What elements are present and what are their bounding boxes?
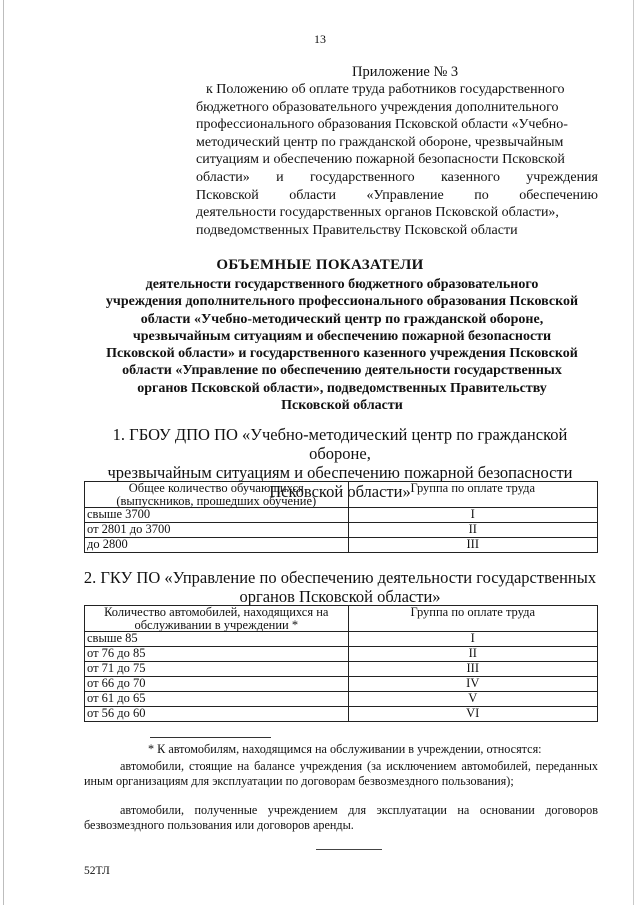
appendix-line: Псковской области «Управление по обеспечению: [196, 187, 598, 203]
section1-title-line: чрезвычайным ситуациям и обеспечению пожарной безопасности: [107, 463, 573, 482]
subtitle-line: деятельности государственного бюджетного образовательного: [145, 277, 539, 292]
group-cell: II: [348, 647, 597, 662]
appendix-text: [196, 81, 598, 239]
count-cell: свыше 3700: [85, 508, 349, 523]
section2-title: [80, 568, 600, 606]
group-cell: IV: [348, 677, 597, 692]
count-cell: до 2800: [85, 538, 349, 553]
table-row: [85, 647, 598, 662]
subtitle-line: области «Управление по обеспечению деятельности государственных: [122, 363, 562, 379]
table-row: [85, 677, 598, 692]
appendix-line: области» и государственного казенного учреждения: [196, 169, 598, 185]
column-header-count: Количество автомобилей, находящихся на обслуживании в учреждении *: [85, 606, 349, 632]
subtitle-line: чрезвычайным ситуациям и обеспечению пожарной безопасности: [132, 328, 552, 344]
count-cell: от 71 до 75: [85, 662, 349, 677]
subtitle-line: Псковской области» и государственного казенного учреждения Псковской: [106, 346, 578, 362]
column-header-group: Группа по оплате труда: [348, 482, 597, 508]
group-cell: VI: [348, 707, 597, 722]
appendix-line: подведомственных Правительству Псковской области: [196, 222, 518, 238]
section2-table: [84, 605, 598, 722]
group-cell: I: [348, 632, 597, 647]
appendix-line: деятельности государственных органов Псковской области»,: [196, 205, 559, 221]
count-cell: от 2801 до 3700: [85, 523, 349, 538]
scan-edge-left: [3, 0, 4, 905]
column-header-group: Группа по оплате труда: [348, 606, 597, 632]
section1-table: [84, 481, 598, 553]
table-row: [85, 662, 598, 677]
appendix-line: бюджетного образовательного учреждения дополнительного: [196, 99, 559, 115]
group-cell: I: [348, 508, 597, 523]
count-cell: свыше 85: [85, 632, 349, 647]
count-cell: от 61 до 65: [85, 692, 349, 707]
count-cell: от 56 до 60: [85, 707, 349, 722]
column-header-count: Общее количество обучающихся (выпускников, прошедших обучение): [85, 482, 349, 508]
document-code: 52ТЛ: [84, 865, 110, 877]
end-divider: [316, 849, 382, 850]
subtitle-line: области «Учебно-методический центр по гражданской обороне,: [140, 311, 544, 327]
table-header-row: [85, 482, 598, 508]
footnote-intro: * К автомобилям, находящимся на обслуживании в учреждении, относятся:: [148, 742, 542, 756]
section1-title-line: 1. ГБОУ ДПО ПО «Учебно-методический центр по гражданской обороне,: [112, 425, 568, 463]
group-cell: III: [348, 538, 597, 553]
group-cell: III: [348, 662, 597, 677]
table-row: [85, 523, 598, 538]
subtitle-line: учреждения дополнительного профессионального образования Псковской: [105, 294, 579, 310]
subtitle-line: органов Псковской области», подведомственных Правительству: [137, 380, 547, 396]
section2-title-line: 2. ГКУ ПО «Управление по обеспечению деятельности государственных: [83, 568, 597, 587]
count-cell: от 66 до 70: [85, 677, 349, 692]
count-cell: от 76 до 85: [85, 647, 349, 662]
page-number: 13: [314, 32, 326, 46]
appendix-line: к Положению об оплате труда работников государственного: [206, 82, 565, 97]
table-row: [85, 632, 598, 647]
section2-title-line: органов Псковской области»: [239, 587, 441, 606]
appendix-heading: Приложение № 3: [352, 64, 459, 80]
table-header-row: [85, 606, 598, 632]
appendix-line: методический центр по гражданской обороне, чрезвычайным: [196, 134, 564, 150]
table-row: [85, 707, 598, 722]
appendix-line: профессионального образования Псковской области «Учебно-: [196, 117, 568, 133]
group-cell: V: [348, 692, 597, 707]
document-title: ОБЪЕМНЫЕ ПОКАЗАТЕЛИ: [216, 257, 424, 273]
table-row: [85, 692, 598, 707]
appendix-line: ситуациям и обеспечению пожарной безопасности Псковской: [196, 152, 565, 168]
table-row: [85, 538, 598, 553]
footnote-item: автомобили, стоящие на балансе учреждения (за исключением автомобилей, переданных иным организациям для эксплуатации по договорам безвозмездного пользования);: [84, 759, 598, 788]
section1-title-line: Псковской области»: [269, 482, 411, 501]
footnote-divider: [150, 737, 271, 738]
table-row: [85, 508, 598, 523]
footnote-item: автомобили, полученные учреждением для эксплуатации на основании договоров безвозмездного пользования или договоров аренды.: [84, 803, 598, 832]
subtitle-line: Псковской области: [281, 398, 403, 414]
scan-edge-right: [633, 0, 634, 905]
document-subtitle: [82, 276, 602, 414]
group-cell: II: [348, 523, 597, 538]
